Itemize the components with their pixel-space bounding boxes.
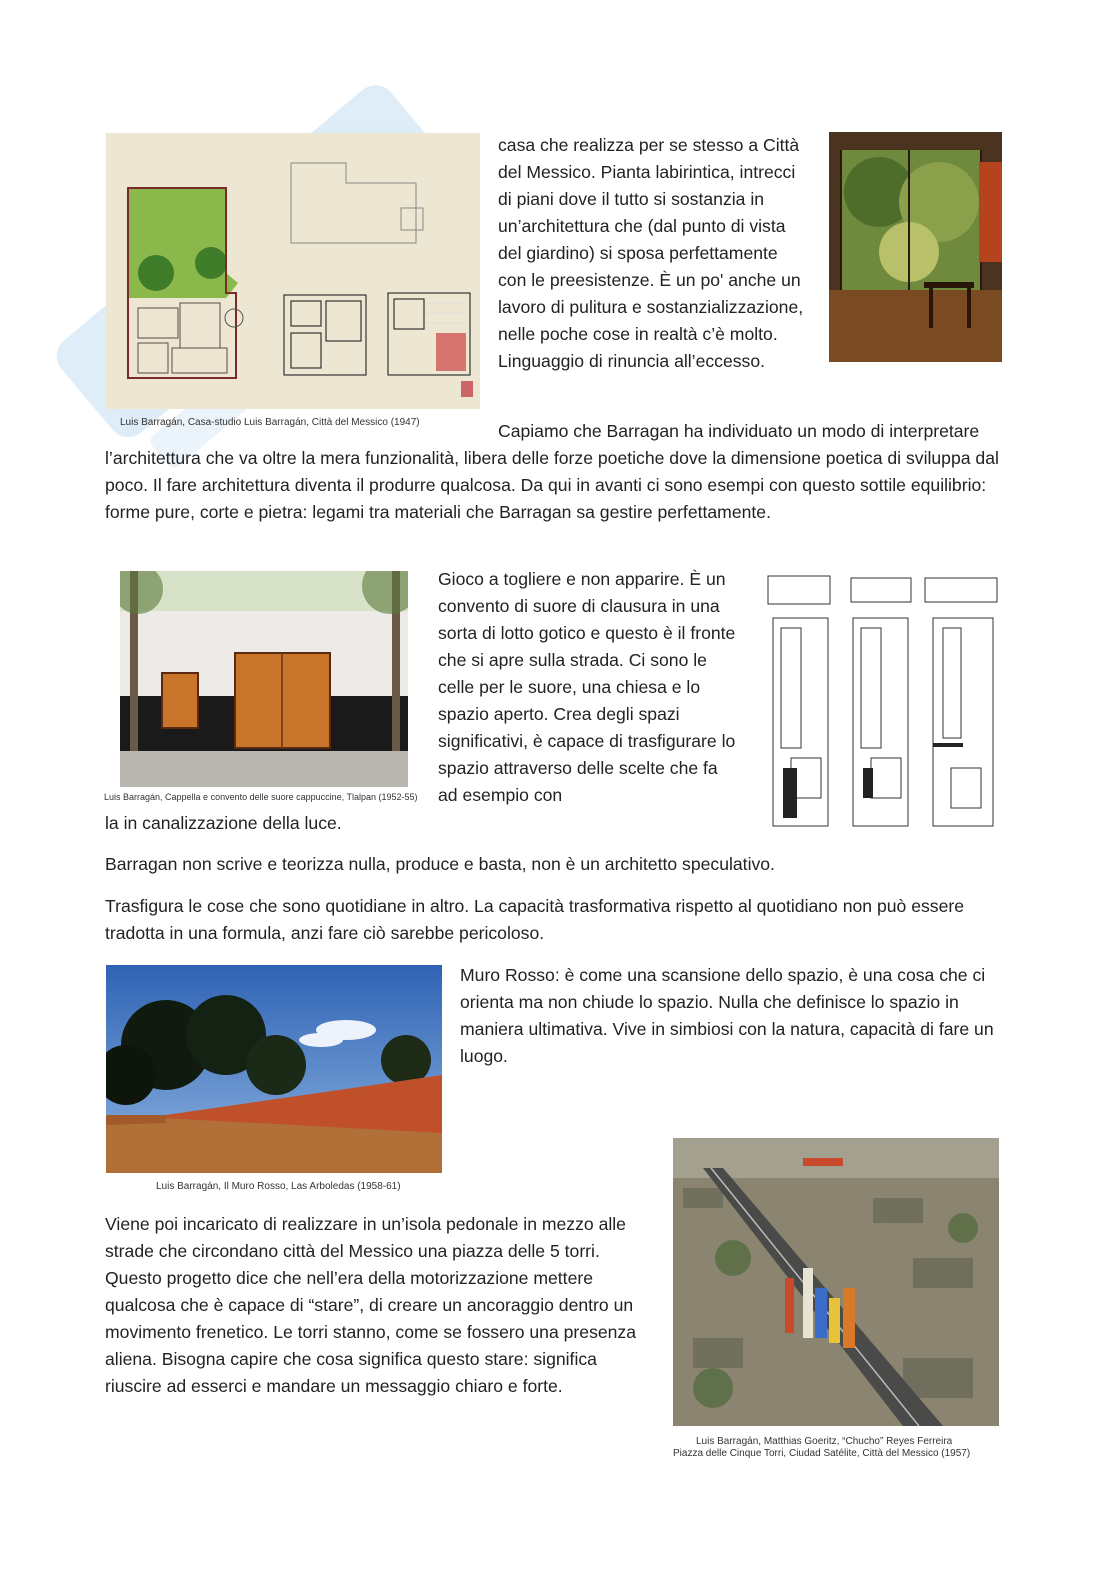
casa-studio-plan-image [106,133,480,409]
convent-plans-drawing [763,568,1001,830]
muro-rosso-caption: Luis Barragán, Il Muro Rosso, Las Arboledas (1958-61) [156,1181,401,1192]
convent-caption: Luis Barragán, Cappella e convento delle suore cappuccine, Tlalpan (1952-55) [104,792,418,802]
muro-rosso-photo [106,965,442,1173]
paragraph-cinque-torri: Viene poi incaricato di realizzare in un’isola pedonale in mezzo alle strade che circondano città del Messico una piazza delle 5 torri. Questo progetto dice che nell’era della motorizzazione mettere qualcosa che è capace di “stare”, di creare un ancoraggio dentro un movimento frenetico. Le torri stanno, come se fossero una presenza aliena. Bisogna capire che cosa significa questo stare: significa riuscire ad esserci e mandare un messaggio chiaro e forte. [105,1214,637,1396]
paragraph-muro-rosso: Muro Rosso: è come una scansione dello spazio, è una cosa che ci orienta ma non chiude lo spazio. Nulla che definisce lo spazio in maniera ultimativa. Vive in simbiosi con la natura, capacità di fare un luogo. [460,965,994,1066]
paragraph-no-theory: Barragan non scrive e teorizza nulla, produce e basta, non è un architetto speculativo. [105,854,775,874]
paragraph-barragan-poetics [105,418,1010,526]
casa-studio-caption: Luis Barragán, Casa-studio Luis Barragán, Città del Messico (1947) [120,417,420,428]
paragraph-barragan-poetics-text: Capiamo che Barragan ha individuato un modo di interpretare l’architettura che va oltre la mera funzionalità, libera delle forze poetiche dove la dimensione poetica di sviluppa dal poco. Il fare architettura diventa il produrre qualcosa. Da qui in avanti ci sono esempi con questo sottile equilibrio: forme pure, corte e pietra: legami tra materiali che Barragan sa gestire perfettamente. [105,421,999,522]
cinque-torri-caption-line1: Luis Barragán, Matthias Goeritz, “Chucho” Reyes Ferreira [696,1436,953,1447]
paragraph-convent: Gioco a togliere e non apparire. È un convento di suore di clausura in una sorta di lotto gotico e questo è il fronte che si apre sulla strada. Ci sono le celle per le suore, una chiesa e lo spazio aperto. Crea degli spazi significativi, è capace di trasfigurare lo spazio attraverso delle scelte che fa ad esempio con [438,569,736,805]
paragraph-transfiguration: Trasfigura le cose che sono quotidiane in altro. La capacità trasformativa rispetto al quotidiano non può essere tradotta in una formula, anzi fare ciò sarebbe pericoloso. [105,896,965,943]
paragraph-casa-studio: casa che realizza per se stesso a Città del Messico. Pianta labirintica, intrecci di piani dove il tutto si sostanzia in un’architettura che (dal punto di vista del giardino) si sposa perfettamente con le preesistenze. È un po' anche un lavoro di pulitura e sostanzializzazione, nelle poche cose in realtà c’è molto. Linguaggio di rinuncia all’eccesso. [498,135,804,371]
cinque-torri-caption-line2: Piazza delle Cinque Torri, Ciudad Satélite, Città del Messico (1957) [673,1448,971,1459]
interior-photo [829,132,1002,362]
cinque-torri-aerial-photo [673,1138,999,1426]
convent-facade-photo [120,571,408,787]
paragraph-convent-end: la in canalizzazione della luce. [105,813,342,833]
